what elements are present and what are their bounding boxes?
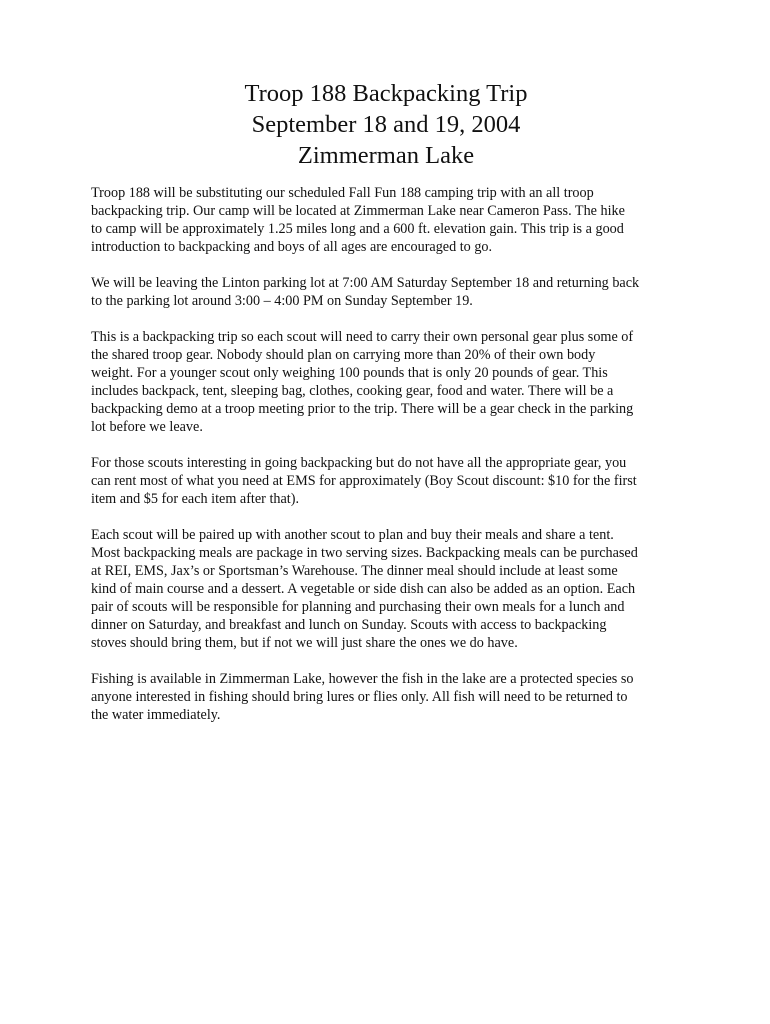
paragraph-line: We will be leaving the Linton parking lot at 7:00 AM Saturday September 18 and returning back [91, 275, 640, 291]
paragraph-line: the water immediately. [91, 707, 221, 723]
paragraph-line: kind of main course and a dessert. A vegetable or side dish can also be added as an option. Each [91, 581, 636, 597]
paragraph-line: This is a backpacking trip so each scout will need to carry their own personal gear plus some of [91, 329, 634, 345]
paragraph-line: item and $5 for each item after that). [91, 491, 299, 507]
paragraph-line: pair of scouts will be responsible for planning and purchasing their own meals for a lunch and [91, 599, 625, 615]
paragraph-line: lot before we leave. [91, 419, 203, 435]
paragraph-line: Each scout will be paired up with another scout to plan and buy their meals and share a tent. [91, 527, 614, 543]
paragraph-fishing [91, 670, 681, 724]
paragraph-line: the shared troop gear. Nobody should plan on carrying more than 20% of their own body [91, 347, 596, 363]
paragraph-line: For those scouts interesting in going backpacking but do not have all the appropriate gear, you [91, 455, 627, 471]
paragraph-line: Troop 188 will be substituting our scheduled Fall Fun 188 camping trip with an all troop [91, 185, 594, 201]
paragraph-gear [91, 328, 681, 436]
paragraph-line: at REI, EMS, Jax’s or Sportsman’s Warehouse. The dinner meal should include at least some [91, 563, 618, 579]
paragraph-line: Most backpacking meals are package in two serving sizes. Backpacking meals can be purchased [91, 545, 638, 561]
paragraph-line: to camp will be approximately 1.25 miles long and a 600 ft. elevation gain. This trip is a good [91, 221, 624, 237]
paragraph-line: anyone interested in fishing should bring lures or flies only. All fish will need to be returned to [91, 689, 628, 705]
paragraph-meals [91, 526, 681, 652]
paragraph-rental [91, 454, 681, 508]
title-line-3: Zimmerman Lake [297, 142, 475, 169]
paragraph-line: backpacking trip. Our camp will be located at Zimmerman Lake near Cameron Pass. The hike [91, 203, 625, 219]
paragraph-line: stoves should bring them, but if not we will just share the ones we do have. [91, 635, 518, 651]
paragraph-line: includes backpack, tent, sleeping bag, clothes, cooking gear, food and water. There will be a [91, 383, 614, 399]
paragraph-line: dinner on Saturday, and breakfast and lunch on Sunday. Scouts with access to backpacking [91, 617, 607, 633]
title-line-1: Troop 188 Backpacking Trip [244, 80, 528, 107]
paragraph-line: backpacking demo at a troop meeting prior to the trip. There will be a gear check in the parking [91, 401, 634, 417]
document-page [91, 78, 681, 742]
paragraph-intro [91, 184, 681, 256]
paragraph-line: can rent most of what you need at EMS for approximately (Boy Scout discount: $10 for the first [91, 473, 637, 489]
paragraph-line: weight. For a younger scout only weighing 100 pounds that is only 20 pounds of gear. This [91, 365, 608, 381]
title-line-2: September 18 and 19, 2004 [251, 111, 521, 138]
paragraph-schedule [91, 274, 681, 310]
paragraph-line: to the parking lot around 3:00 – 4:00 PM on Sunday September 19. [91, 293, 473, 309]
paragraph-line: introduction to backpacking and boys of all ages are encouraged to go. [91, 239, 493, 255]
paragraph-line: Fishing is available in Zimmerman Lake, however the fish in the lake are a protected species so [91, 671, 634, 687]
document-title [91, 78, 681, 171]
